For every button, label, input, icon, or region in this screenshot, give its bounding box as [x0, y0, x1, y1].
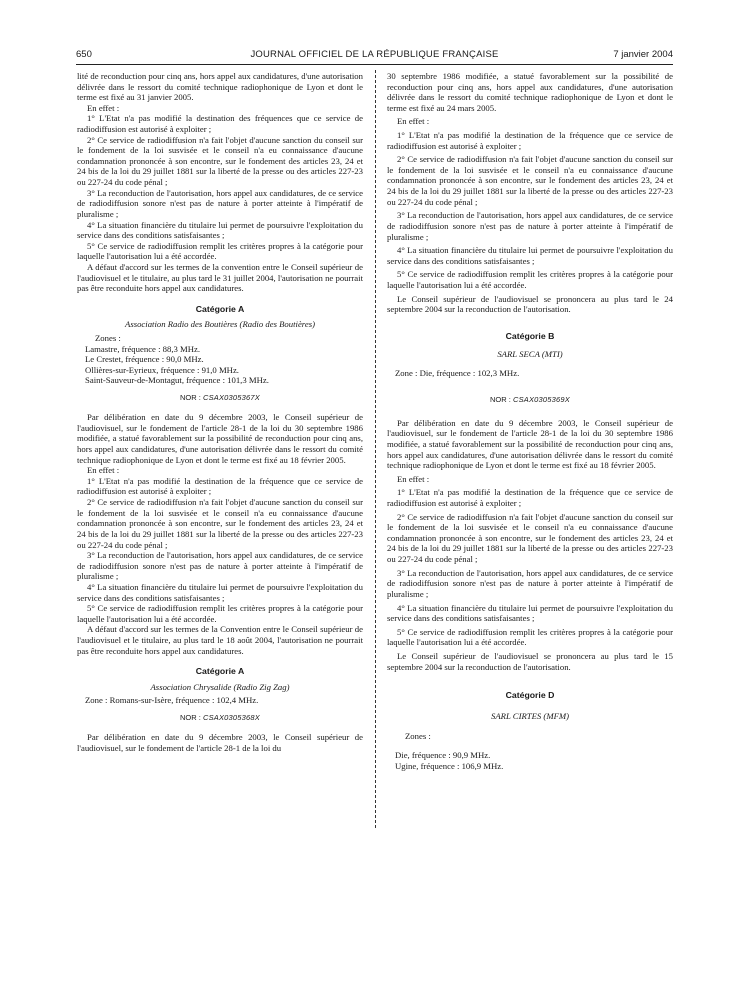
paragraph: 4° La situation financière du titulaire lui permet de poursuivre l'exploitation du service dans des conditions satisfaisantes ;: [387, 602, 673, 624]
paragraph: 1° L'Etat n'a pas modifié la destination de la fréquence que ce service de radiodiffusion est autorisé à exploiter ;: [387, 130, 673, 151]
journal-title: JOURNAL OFFICIEL DE LA RÉPUBLIQUE FRANÇAISE: [250, 49, 499, 60]
paragraph: 2° Ce service de radiodiffusion n'a fait l'objet d'aucune sanction du conseil sur le fondement de la loi susvisée et le conseil n'a eu connaissance d'aucune condamnation prononcée à son encontre, sur le fondement des articles 23, 24 et 24 bis de la loi du 29 juillet 1881 sur la liberté de la presse ou des articles 227-23 ou 227-24 du code pénal ;: [77, 134, 363, 188]
header-rule: [76, 64, 673, 65]
paragraph: En effet :: [87, 102, 120, 113]
left-column: [77, 71, 363, 753]
page-number: 650: [76, 49, 92, 60]
paragraph: 5° Ce service de radiodiffusion remplit les critères propres à la catégorie pour laquelle l'autorisation lui a été accordée.: [387, 269, 673, 290]
paragraph: 3° La reconduction de l'autorisation, hors appel aux candidatures, de ce service de radiodiffusion sonore n'est pas de nature à porter atteinte à l'impératif de pluralisme ;: [77, 550, 363, 582]
category-heading: Catégorie D: [505, 690, 555, 701]
paragraph: lité de reconduction pour cinq ans, hors appel aux candidatures, d'une autorisation délivrée dans le ressort du comité technique radiophonique de Lyon et dont le terme est fixé au 31 janvier 2005.: [77, 71, 363, 103]
paragraph: Par délibération en date du 9 décembre 2003, le Conseil supérieur de l'audiovisuel, sur le fondement de l'article 28-1 de la loi du 30 septembre 1986 modifiée, a statué favorablement sur la possibilité de reconduction pour cinq ans, hors appel aux candidatures, d'une autorisation délivrée dans le ressort du comité technique radiophonique de Lyon et dont le terme est fixé au 18 février 2005.: [387, 417, 673, 471]
nor-reference: [77, 393, 363, 402]
paragraph: 3° La reconduction de l'autorisation, hors appel aux candidatures, de ce service de radiodiffusion sonore n'est pas de nature à porter atteinte à l'impératif de pluralisme ;: [387, 210, 673, 242]
zone-entry: Ollières-sur-Eyrieux, fréquence : 91,0 MHz.: [85, 364, 239, 375]
zones-label: Zones :: [405, 731, 431, 742]
nor-label: NOR :: [490, 394, 511, 404]
nor-reference: [387, 395, 673, 404]
right-column: [387, 71, 673, 771]
nor-label: NOR :: [180, 393, 201, 403]
category-heading: Catégorie A: [195, 666, 245, 677]
association-name: SARL SECA (MTI): [497, 349, 563, 360]
paragraph: 2° Ce service de radiodiffusion n'a fait l'objet d'aucune sanction du conseil sur le fondement de la loi susvisée et le conseil n'a eu connaissance d'aucune condamnation prononcée à son encontre, sur le fondement des articles 23, 24 et 24 bis de la loi du 29 juillet 1881 sur la liberté de la presse ou des articles 227-23 ou 227-24 du code pénal ;: [387, 511, 673, 565]
nor-code: CSAX0305369X: [512, 394, 570, 404]
column-divider: [375, 70, 376, 828]
paragraph: En effet :: [397, 116, 430, 127]
paragraph: 1° L'Etat n'a pas modifié la destination de la fréquence que ce service de radiodiffusion est autorisé à exploiter ;: [387, 487, 673, 509]
zones-label: Zones :: [95, 333, 121, 344]
paragraph: En effet :: [87, 465, 120, 476]
paragraph: 5° Ce service de radiodiffusion remplit les critères propres à la catégorie pour laquelle l'autorisation lui a été accordée.: [387, 626, 673, 648]
association-name: Association Chrysalide (Radio Zig Zag): [150, 681, 290, 692]
zone-entry: Ugine, fréquence : 106,9 MHz.: [395, 760, 504, 771]
zone-entry: Le Crestet, fréquence : 90,0 MHz.: [85, 354, 204, 365]
nor-label: NOR :: [180, 713, 201, 723]
association-name: Association Radio des Boutières (Radio des Boutières): [125, 319, 315, 330]
zone-entry: Zone : Die, fréquence : 102,3 MHz.: [395, 368, 520, 379]
nor-code: CSAX0305368X: [202, 713, 260, 723]
paragraph: 5° Ce service de radiodiffusion remplit les critères propres à la catégorie pour laquelle l'autorisation lui a été accordée.: [77, 603, 363, 624]
category-heading: Catégorie B: [505, 330, 555, 341]
nor-reference: [77, 713, 363, 722]
page-header: [76, 49, 673, 63]
paragraph: A défaut d'accord sur les termes de la convention entre le Conseil supérieur de l'audiovisuel et le titulaire, au plus tard le 31 juillet 2004, l'autorisation ne pourrait pas être reconduite hors appel aux candidatures.: [77, 261, 363, 294]
zone-entry: Lamastre, fréquence : 88,3 MHz.: [85, 343, 201, 354]
paragraph: 30 septembre 1986 modifiée, a statué favorablement sur la possibilité de reconduction pour cinq ans, hors appel aux candidatures, d'une autorisation délivrée dans le ressort du comité technique radiophonique de Lyon et dont le terme est fixé au 24 mars 2005.: [387, 71, 673, 113]
issue-date: 7 janvier 2004: [613, 49, 673, 60]
association-name: SARL CIRTES (MFM): [490, 710, 570, 721]
paragraph: 1° L'Etat n'a pas modifié la destination de la fréquence que ce service de radiodiffusion est autorisé à exploiter ;: [77, 475, 363, 497]
paragraph: 5° Ce service de radiodiffusion remplit les critères propres à la catégorie pour laquelle l'autorisation lui a été accordée.: [77, 240, 363, 262]
paragraph: 4° La situation financière du titulaire lui permet de poursuivre l'exploitation du service dans des conditions satisfaisantes ;: [77, 581, 363, 603]
paragraph: 4° La situation financière du titulaire lui permet de poursuivre l'exploitation du service dans des conditions satisfaisantes ;: [387, 245, 673, 266]
zone-entry: Die, fréquence : 90,9 MHz.: [395, 750, 491, 760]
paragraph: 3° La reconduction de l'autorisation, hors appel aux candidatures, de ce service de radiodiffusion sonore n'est pas de nature à porter atteinte à l'impératif de pluralisme ;: [387, 567, 673, 599]
paragraph: 4° La situation financière du titulaire lui permet de poursuivre l'exploitation du service dans des conditions satisfaisantes ;: [77, 219, 363, 241]
category-heading: Catégorie A: [195, 303, 245, 314]
paragraph: 1° L'Etat n'a pas modifié la destination des fréquences que ce service de radiodiffusion est autorisé à exploiter ;: [77, 113, 363, 135]
paragraph: En effet :: [397, 473, 430, 484]
paragraph: Par délibération en date du 9 décembre 2003, le Conseil supérieur de l'audiovisuel, sur le fondement de l'article 28-1 de la loi du 30 septembre 1986 modifiée, a statué favorablement sur la possibilité de reconduction pour cinq ans, hors appel aux candidatures, d'une autorisation délivrée dans le ressort du comité technique radiophonique de Lyon et dont le terme est fixé au 18 février 2005.: [77, 412, 363, 465]
paragraph: 2° Ce service de radiodiffusion n'a fait l'objet d'aucune sanction du conseil sur le fondement de la loi susvisée et le conseil n'a eu connaissance d'aucune condamnation prononcée à son encontre, sur le fondement des articles 23, 24 et 24 bis de la loi du 29 juillet 1881 sur la liberté de la presse ou des articles 227-23 ou 227-24 du code pénal ;: [77, 497, 363, 550]
zone-entry: Zone : Romans-sur-Isère, fréquence : 102,4 MHz.: [85, 695, 259, 706]
paragraph: Le Conseil supérieur de l'audiovisuel se prononcera au plus tard le 24 septembre 2004 sur la reconduction de l'autorisation.: [387, 293, 673, 315]
paragraph: Par délibération en date du 9 décembre 2003, le Conseil supérieur de l'audiovisuel, sur le fondement de l'article 28-1 de la loi du: [77, 732, 363, 753]
nor-code: CSAX0305367X: [202, 393, 260, 403]
paragraph: A défaut d'accord sur les termes de la Convention entre le Conseil supérieur de l'audiovisuel et le titulaire, au plus tard le 18 août 2004, l'autorisation ne pourrait pas être reconduite hors appel aux candidatures.: [77, 624, 363, 656]
paragraph: Le Conseil supérieur de l'audiovisuel se prononcera au plus tard le 15 septembre 2004 sur la reconduction de l'autorisation.: [387, 650, 673, 672]
paragraph: 2° Ce service de radiodiffusion n'a fait l'objet d'aucune sanction du conseil sur le fondement de la loi susvisée et le conseil n'a eu connaissance d'aucune condamnation prononcée à son encontre, sur le fondement des articles 23, 24 et 24 bis de la loi du 29 juillet 1881 sur la liberté de la presse ou des articles 227-23 ou 227-24 du code pénal ;: [387, 154, 673, 207]
paragraph: 3° La reconduction de l'autorisation, hors appel aux candidatures, de ce service de radiodiffusion sonore n'est pas de nature à porter atteinte à l'impératif de pluralisme ;: [77, 187, 363, 219]
zone-entry: Saint-Sauveur-de-Montagut, fréquence : 101,3 MHz.: [85, 375, 269, 386]
